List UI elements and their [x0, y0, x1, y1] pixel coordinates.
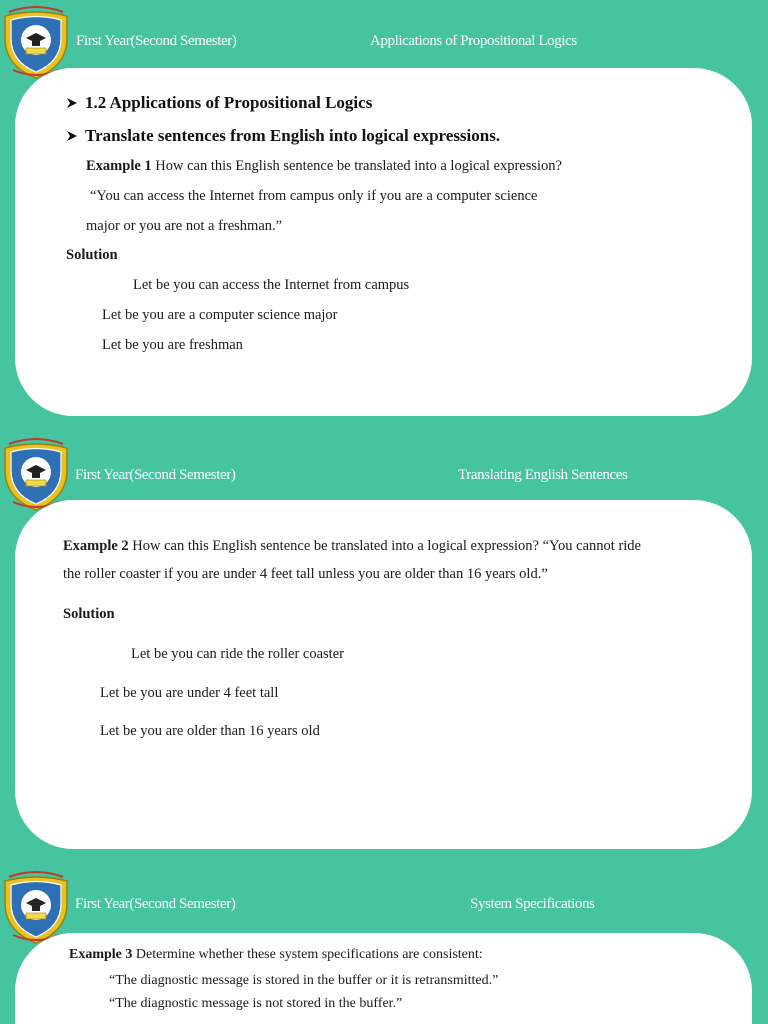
let-line-2: Let be you are a computer science major — [102, 307, 338, 323]
let-line-3: Let be you are older than 16 years old — [100, 723, 320, 739]
let-line-1: Let be you can access the Internet from campus — [133, 277, 410, 293]
header-course: First Year(Second Semester) — [76, 33, 237, 49]
header-course: First Year(Second Semester) — [75, 467, 236, 483]
solution-label: Solution — [63, 606, 115, 622]
example-statement: Example 2 How can this English sentence be translated into a logical expression? “You cannot ride — [63, 538, 641, 554]
spec-line-2: “The diagnostic message is not stored in the buffer.” — [109, 996, 403, 1011]
header-topic: Translating English Sentences — [458, 467, 628, 483]
header-course: First Year(Second Semester) — [75, 896, 236, 912]
header-topic: System Specifications — [470, 896, 595, 912]
let-line-2: Let be you are under 4 feet tall — [100, 685, 279, 701]
slide-3 — [0, 865, 768, 1024]
header-topic: Applications of Propositional Logics — [370, 33, 577, 49]
spec-line-1: “The diagnostic message is stored in the buffer or it is retransmitted.” — [109, 973, 499, 988]
bullet-heading-1: 1.2 Applications of Propositional Logics — [66, 93, 372, 113]
example-statement: Example 3 Determine whether these system specifications are consistent: — [69, 947, 483, 962]
content-card — [15, 500, 752, 849]
example-label: Example 3 — [69, 947, 133, 962]
arrowhead-bullet-icon — [66, 130, 78, 142]
slide-2 — [0, 432, 768, 857]
content-card — [15, 68, 752, 416]
let-line-3: Let be you are freshman — [102, 337, 243, 353]
solution-label: Solution — [66, 247, 118, 263]
let-line-1: Let be you can ride the roller coaster — [131, 646, 344, 662]
quote-line-1: “You can access the Internet from campus only if you are a computer science — [90, 188, 538, 204]
example-statement: Example 1 How can this English sentence be translated into a logical expression? — [86, 158, 562, 174]
example-line-2: the roller coaster if you are under 4 feet tall unless you are older than 16 years old.” — [63, 566, 548, 582]
slide-1 — [0, 0, 768, 430]
bullet-heading-2: Translate sentences from English into logical expressions. — [66, 126, 500, 146]
arrowhead-bullet-icon — [66, 97, 78, 109]
example-label: Example 1 — [86, 158, 152, 174]
quote-line-2: major or you are not a freshman.” — [86, 218, 283, 234]
example-label: Example 2 — [63, 538, 129, 554]
content-card — [15, 933, 752, 1024]
